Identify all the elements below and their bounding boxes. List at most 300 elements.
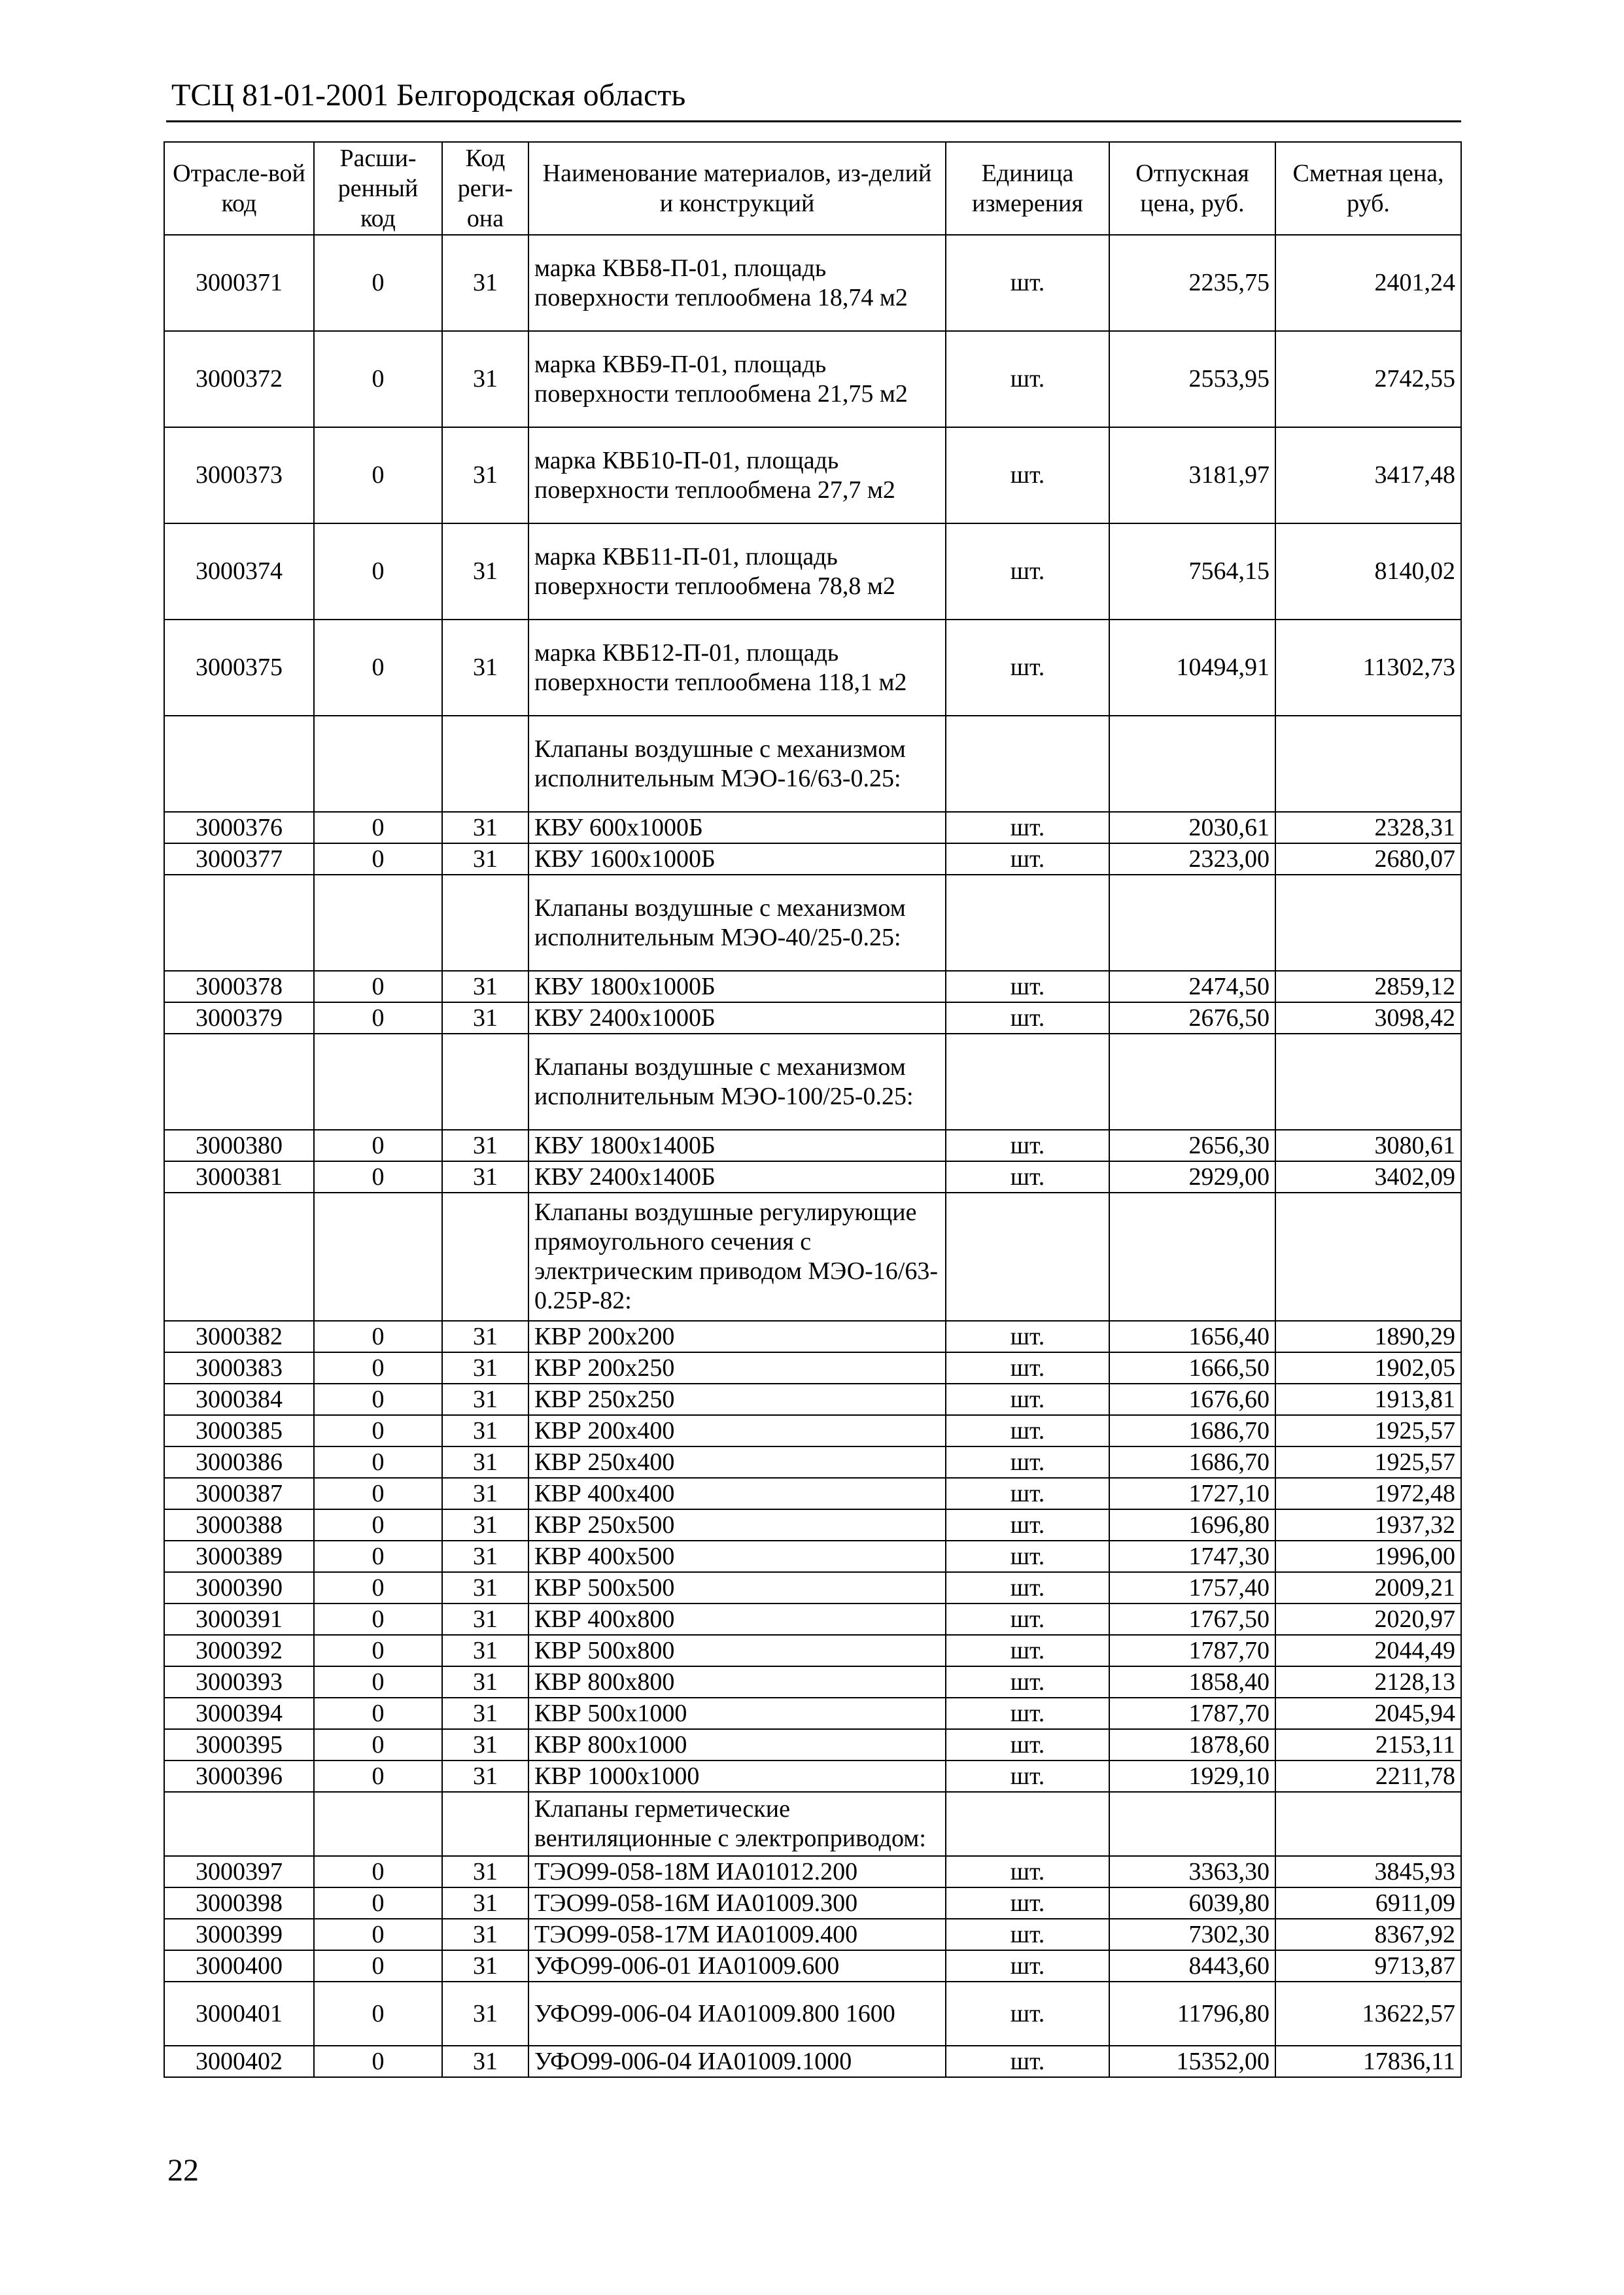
estimate-price-cell: 2211,78 (1275, 1761, 1461, 1792)
table-row (164, 1321, 1461, 1352)
section-title: Клапаны воздушные с механизмом исполнительным МЭО-16/63-0.25: (528, 716, 946, 812)
unit-cell: шт. (946, 1635, 1109, 1666)
unit-cell: шт. (946, 620, 1109, 716)
table-row (164, 1982, 1461, 2046)
extended-code-cell: 0 (314, 427, 442, 523)
empty-cell (164, 1193, 314, 1321)
sector-code-cell: 3000385 (164, 1415, 314, 1446)
page-number: 22 (167, 2153, 199, 2188)
unit-cell: шт. (946, 1384, 1109, 1415)
unit-cell: шт. (946, 1446, 1109, 1478)
estimate-price-cell: 1890,29 (1275, 1321, 1461, 1352)
region-code-cell: 31 (442, 2046, 528, 2077)
estimate-price-cell: 6911,09 (1275, 1887, 1461, 1919)
estimate-price-cell: 1996,00 (1275, 1541, 1461, 1572)
region-code-cell: 31 (442, 620, 528, 716)
region-code-cell: 31 (442, 1919, 528, 1950)
release-price-cell: 2030,61 (1109, 812, 1275, 843)
region-code-cell: 31 (442, 1729, 528, 1761)
unit-cell: шт. (946, 1887, 1109, 1919)
release-price-cell: 1727,10 (1109, 1478, 1275, 1509)
release-price-cell: 10494,91 (1109, 620, 1275, 716)
unit-cell: шт. (946, 331, 1109, 427)
unit-cell: шт. (946, 1698, 1109, 1729)
sector-code-cell: 3000391 (164, 1603, 314, 1635)
estimate-price-cell: 3845,93 (1275, 1856, 1461, 1887)
sector-code-cell: 3000397 (164, 1856, 314, 1887)
extended-code-cell: 0 (314, 1130, 442, 1161)
sector-code-cell: 3000389 (164, 1541, 314, 1572)
sector-code-cell: 3000393 (164, 1666, 314, 1698)
extended-code-cell: 0 (314, 331, 442, 427)
unit-cell: шт. (946, 812, 1109, 843)
table-row (164, 1415, 1461, 1446)
sector-code-cell: 3000400 (164, 1950, 314, 1982)
region-code-cell: 31 (442, 427, 528, 523)
table-row (164, 1352, 1461, 1384)
item-name-cell: КВР 500x800 (528, 1635, 946, 1666)
sector-code-cell: 3000378 (164, 971, 314, 1002)
release-price-cell: 1656,40 (1109, 1321, 1275, 1352)
unit-cell: шт. (946, 2046, 1109, 2077)
table-row (164, 1130, 1461, 1161)
release-price-cell: 1686,70 (1109, 1415, 1275, 1446)
extended-code-cell: 0 (314, 523, 442, 620)
column-header-extended-code: Расши-ренный код (314, 142, 442, 235)
estimate-price-cell: 2742,55 (1275, 331, 1461, 427)
sector-code-cell: 3000384 (164, 1384, 314, 1415)
unit-cell: шт. (946, 1950, 1109, 1982)
empty-cell (1109, 1193, 1275, 1321)
extended-code-cell: 0 (314, 1352, 442, 1384)
table-row (164, 1666, 1461, 1698)
section-row (164, 1034, 1461, 1130)
release-price-cell: 1757,40 (1109, 1572, 1275, 1603)
estimate-price-cell: 2128,13 (1275, 1666, 1461, 1698)
item-name-cell: КВУ 2400x1000Б (528, 1002, 946, 1034)
price-table (164, 141, 1462, 2078)
unit-cell: шт. (946, 1415, 1109, 1446)
estimate-price-cell: 17836,11 (1275, 2046, 1461, 2077)
item-name-cell: КВР 1000x1000 (528, 1761, 946, 1792)
estimate-price-cell: 2328,31 (1275, 812, 1461, 843)
item-name-cell: марка КВБ11-П-01, площадь поверхности теплообмена 78,8 м2 (528, 523, 946, 620)
sector-code-cell: 3000401 (164, 1982, 314, 2046)
extended-code-cell: 0 (314, 1698, 442, 1729)
item-name-cell: КВР 800x800 (528, 1666, 946, 1698)
table-row (164, 1603, 1461, 1635)
region-code-cell: 31 (442, 1130, 528, 1161)
item-name-cell: УФО99-006-04 ИА01009.800 1600 (528, 1982, 946, 2046)
release-price-cell: 1787,70 (1109, 1698, 1275, 1729)
column-header-sector-code: Отрасле-вой код (164, 142, 314, 235)
section-row (164, 875, 1461, 971)
extended-code-cell: 0 (314, 1919, 442, 1950)
sector-code-cell: 3000381 (164, 1161, 314, 1193)
release-price-cell: 2235,75 (1109, 235, 1275, 331)
sector-code-cell: 3000382 (164, 1321, 314, 1352)
empty-cell (946, 875, 1109, 971)
table-row (164, 812, 1461, 843)
extended-code-cell: 0 (314, 1856, 442, 1887)
release-price-cell: 2676,50 (1109, 1002, 1275, 1034)
region-code-cell: 31 (442, 1161, 528, 1193)
empty-cell (1275, 1034, 1461, 1130)
unit-cell: шт. (946, 1002, 1109, 1034)
sector-code-cell: 3000383 (164, 1352, 314, 1384)
extended-code-cell: 0 (314, 1635, 442, 1666)
extended-code-cell: 0 (314, 812, 442, 843)
empty-cell (442, 1034, 528, 1130)
item-name-cell: КВР 250x400 (528, 1446, 946, 1478)
table-row (164, 1919, 1461, 1950)
item-name-cell: марка КВБ12-П-01, площадь поверхности теплообмена 118,1 м2 (528, 620, 946, 716)
item-name-cell: ТЭО99-058-17М ИА01009.400 (528, 1919, 946, 1950)
unit-cell: шт. (946, 1603, 1109, 1635)
extended-code-cell: 0 (314, 1446, 442, 1478)
release-price-cell: 1878,60 (1109, 1729, 1275, 1761)
empty-cell (1275, 716, 1461, 812)
extended-code-cell: 0 (314, 1509, 442, 1541)
sector-code-cell: 3000396 (164, 1761, 314, 1792)
sector-code-cell: 3000392 (164, 1635, 314, 1666)
release-price-cell: 1666,50 (1109, 1352, 1275, 1384)
section-row (164, 1193, 1461, 1321)
sector-code-cell: 3000373 (164, 427, 314, 523)
unit-cell: шт. (946, 1761, 1109, 1792)
item-name-cell: КВУ 1800x1400Б (528, 1130, 946, 1161)
sector-code-cell: 3000371 (164, 235, 314, 331)
estimate-price-cell: 11302,73 (1275, 620, 1461, 716)
unit-cell: шт. (946, 1478, 1109, 1509)
extended-code-cell: 0 (314, 1415, 442, 1446)
release-price-cell: 2553,95 (1109, 331, 1275, 427)
table-row (164, 1161, 1461, 1193)
region-code-cell: 31 (442, 843, 528, 875)
sector-code-cell: 3000376 (164, 812, 314, 843)
empty-cell (1109, 875, 1275, 971)
empty-cell (314, 716, 442, 812)
region-code-cell: 31 (442, 1761, 528, 1792)
empty-cell (946, 1034, 1109, 1130)
extended-code-cell: 0 (314, 1384, 442, 1415)
item-name-cell: КВР 250x500 (528, 1509, 946, 1541)
section-title: Клапаны воздушные с механизмом исполнительным МЭО-40/25-0.25: (528, 875, 946, 971)
item-name-cell: КВР 250x250 (528, 1384, 946, 1415)
sector-code-cell: 3000388 (164, 1509, 314, 1541)
estimate-price-cell: 2680,07 (1275, 843, 1461, 875)
empty-cell (1275, 1792, 1461, 1856)
release-price-cell: 15352,00 (1109, 2046, 1275, 2077)
estimate-price-cell: 2859,12 (1275, 971, 1461, 1002)
unit-cell: шт. (946, 235, 1109, 331)
empty-cell (314, 1193, 442, 1321)
empty-cell (442, 875, 528, 971)
item-name-cell: КВУ 600x1000Б (528, 812, 946, 843)
sector-code-cell: 3000375 (164, 620, 314, 716)
region-code-cell: 31 (442, 1415, 528, 1446)
item-name-cell: ТЭО99-058-18М ИА01012.200 (528, 1856, 946, 1887)
sector-code-cell: 3000386 (164, 1446, 314, 1478)
section-title: Клапаны воздушные регулирующие прямоугольного сечения с электрическим приводом МЭО-16/63-0.25Р-82: (528, 1193, 946, 1321)
release-price-cell: 6039,80 (1109, 1887, 1275, 1919)
extended-code-cell: 0 (314, 1761, 442, 1792)
estimate-price-cell: 3098,42 (1275, 1002, 1461, 1034)
empty-cell (314, 875, 442, 971)
sector-code-cell: 3000394 (164, 1698, 314, 1729)
region-code-cell: 31 (442, 1950, 528, 1982)
estimate-price-cell: 2401,24 (1275, 235, 1461, 331)
region-code-cell: 31 (442, 1509, 528, 1541)
release-price-cell: 2656,30 (1109, 1130, 1275, 1161)
table-row (164, 620, 1461, 716)
empty-cell (164, 1034, 314, 1130)
estimate-price-cell: 1972,48 (1275, 1478, 1461, 1509)
empty-cell (946, 1792, 1109, 1856)
estimate-price-cell: 2020,97 (1275, 1603, 1461, 1635)
estimate-price-cell: 1925,57 (1275, 1415, 1461, 1446)
extended-code-cell: 0 (314, 1002, 442, 1034)
item-name-cell: КВР 200x400 (528, 1415, 946, 1446)
release-price-cell: 11796,80 (1109, 1982, 1275, 2046)
release-price-cell: 1929,10 (1109, 1761, 1275, 1792)
empty-cell (164, 1792, 314, 1856)
table-row (164, 1446, 1461, 1478)
extended-code-cell: 0 (314, 971, 442, 1002)
estimate-price-cell: 1902,05 (1275, 1352, 1461, 1384)
table-row (164, 2046, 1461, 2077)
section-title: Клапаны воздушные с механизмом исполнительным МЭО-100/25-0.25: (528, 1034, 946, 1130)
extended-code-cell: 0 (314, 1603, 442, 1635)
item-name-cell: КВР 200x250 (528, 1352, 946, 1384)
empty-cell (442, 1193, 528, 1321)
table-row (164, 971, 1461, 1002)
empty-cell (1109, 1792, 1275, 1856)
region-code-cell: 31 (442, 1478, 528, 1509)
estimate-price-cell: 8367,92 (1275, 1919, 1461, 1950)
table-row (164, 1698, 1461, 1729)
sector-code-cell: 3000390 (164, 1572, 314, 1603)
release-price-cell: 2323,00 (1109, 843, 1275, 875)
item-name-cell: марка КВБ8-П-01, площадь поверхности теплообмена 18,74 м2 (528, 235, 946, 331)
empty-cell (314, 1034, 442, 1130)
release-price-cell: 1686,70 (1109, 1446, 1275, 1478)
table-row (164, 1950, 1461, 1982)
table-body (164, 235, 1461, 2077)
section-row (164, 1792, 1461, 1856)
empty-cell (1109, 1034, 1275, 1130)
region-code-cell: 31 (442, 1572, 528, 1603)
table-row (164, 1729, 1461, 1761)
estimate-price-cell: 9713,87 (1275, 1950, 1461, 1982)
release-price-cell: 1787,70 (1109, 1635, 1275, 1666)
region-code-cell: 31 (442, 812, 528, 843)
release-price-cell: 1676,60 (1109, 1384, 1275, 1415)
region-code-cell: 31 (442, 1856, 528, 1887)
estimate-price-cell: 2044,49 (1275, 1635, 1461, 1666)
region-code-cell: 31 (442, 1982, 528, 2046)
table-row (164, 1384, 1461, 1415)
release-price-cell: 3181,97 (1109, 427, 1275, 523)
unit-cell: шт. (946, 1509, 1109, 1541)
release-price-cell: 8443,60 (1109, 1950, 1275, 1982)
extended-code-cell: 0 (314, 1950, 442, 1982)
sector-code-cell: 3000399 (164, 1919, 314, 1950)
item-name-cell: КВР 500x500 (528, 1572, 946, 1603)
unit-cell: шт. (946, 427, 1109, 523)
table-row (164, 523, 1461, 620)
sector-code-cell: 3000372 (164, 331, 314, 427)
unit-cell: шт. (946, 1352, 1109, 1384)
empty-cell (1109, 716, 1275, 812)
region-code-cell: 31 (442, 1666, 528, 1698)
unit-cell: шт. (946, 1161, 1109, 1193)
estimate-price-cell: 1937,32 (1275, 1509, 1461, 1541)
empty-cell (164, 875, 314, 971)
unit-cell: шт. (946, 1729, 1109, 1761)
region-code-cell: 31 (442, 1384, 528, 1415)
column-header-name: Наименование материалов, из-делий и конструкций (528, 142, 946, 235)
extended-code-cell: 0 (314, 1321, 442, 1352)
extended-code-cell: 0 (314, 620, 442, 716)
sector-code-cell: 3000395 (164, 1729, 314, 1761)
estimate-price-cell: 3417,48 (1275, 427, 1461, 523)
extended-code-cell: 0 (314, 1478, 442, 1509)
item-name-cell: КВР 800x1000 (528, 1729, 946, 1761)
sector-code-cell: 3000387 (164, 1478, 314, 1509)
release-price-cell: 2929,00 (1109, 1161, 1275, 1193)
region-code-cell: 31 (442, 523, 528, 620)
empty-cell (442, 1792, 528, 1856)
extended-code-cell: 0 (314, 1982, 442, 2046)
item-name-cell: КВР 400x400 (528, 1478, 946, 1509)
table-row (164, 1635, 1461, 1666)
table-row (164, 1478, 1461, 1509)
page-header-title: ТСЦ 81-01-2001 Белгородская область (171, 78, 686, 113)
region-code-cell: 31 (442, 1446, 528, 1478)
release-price-cell: 7564,15 (1109, 523, 1275, 620)
unit-cell: шт. (946, 1321, 1109, 1352)
extended-code-cell: 0 (314, 1572, 442, 1603)
item-name-cell: КВР 400x500 (528, 1541, 946, 1572)
unit-cell: шт. (946, 1572, 1109, 1603)
empty-cell (946, 1193, 1109, 1321)
empty-cell (1275, 1193, 1461, 1321)
sector-code-cell: 3000374 (164, 523, 314, 620)
table-row (164, 1572, 1461, 1603)
section-row (164, 716, 1461, 812)
release-price-cell: 1696,80 (1109, 1509, 1275, 1541)
item-name-cell: УФО99-006-04 ИА01009.1000 (528, 2046, 946, 2077)
estimate-price-cell: 3402,09 (1275, 1161, 1461, 1193)
column-header-estimate-price: Сметная цена, руб. (1275, 142, 1461, 235)
release-price-cell: 1747,30 (1109, 1541, 1275, 1572)
column-header-release-price: Отпускная цена, руб. (1109, 142, 1275, 235)
sector-code-cell: 3000380 (164, 1130, 314, 1161)
table-row (164, 1856, 1461, 1887)
region-code-cell: 31 (442, 1603, 528, 1635)
column-header-region-code: Код реги-она (442, 142, 528, 235)
table-row (164, 1541, 1461, 1572)
item-name-cell: КВУ 2400x1400Б (528, 1161, 946, 1193)
region-code-cell: 31 (442, 235, 528, 331)
region-code-cell: 31 (442, 1002, 528, 1034)
item-name-cell: КВР 500x1000 (528, 1698, 946, 1729)
unit-cell: шт. (946, 1982, 1109, 2046)
table-row (164, 843, 1461, 875)
estimate-price-cell: 2009,21 (1275, 1572, 1461, 1603)
table-row (164, 427, 1461, 523)
estimate-price-cell: 1925,57 (1275, 1446, 1461, 1478)
extended-code-cell: 0 (314, 2046, 442, 2077)
item-name-cell: КВУ 1600x1000Б (528, 843, 946, 875)
estimate-price-cell: 2045,94 (1275, 1698, 1461, 1729)
release-price-cell: 3363,30 (1109, 1856, 1275, 1887)
extended-code-cell: 0 (314, 235, 442, 331)
unit-cell: шт. (946, 1919, 1109, 1950)
extended-code-cell: 0 (314, 1541, 442, 1572)
estimate-price-cell: 2153,11 (1275, 1729, 1461, 1761)
estimate-price-cell: 1913,81 (1275, 1384, 1461, 1415)
empty-cell (164, 716, 314, 812)
unit-cell: шт. (946, 1856, 1109, 1887)
region-code-cell: 31 (442, 1541, 528, 1572)
unit-cell: шт. (946, 1666, 1109, 1698)
table-row (164, 1887, 1461, 1919)
region-code-cell: 31 (442, 1321, 528, 1352)
column-header-unit: Единица измерения (946, 142, 1109, 235)
item-name-cell: УФО99-006-01 ИА01009.600 (528, 1950, 946, 1982)
empty-cell (442, 716, 528, 812)
release-price-cell: 1858,40 (1109, 1666, 1275, 1698)
sector-code-cell: 3000377 (164, 843, 314, 875)
header-divider (166, 120, 1461, 122)
region-code-cell: 31 (442, 1698, 528, 1729)
release-price-cell: 1767,50 (1109, 1603, 1275, 1635)
release-price-cell: 2474,50 (1109, 971, 1275, 1002)
sector-code-cell: 3000398 (164, 1887, 314, 1919)
extended-code-cell: 0 (314, 1887, 442, 1919)
item-name-cell: КВР 200x200 (528, 1321, 946, 1352)
estimate-price-cell: 3080,61 (1275, 1130, 1461, 1161)
region-code-cell: 31 (442, 1352, 528, 1384)
extended-code-cell: 0 (314, 1161, 442, 1193)
section-title: Клапаны герметические вентиляционные с электроприводом: (528, 1792, 946, 1856)
extended-code-cell: 0 (314, 1666, 442, 1698)
sector-code-cell: 3000402 (164, 2046, 314, 2077)
table-row (164, 331, 1461, 427)
item-name-cell: КВУ 1800x1000Б (528, 971, 946, 1002)
extended-code-cell: 0 (314, 843, 442, 875)
unit-cell: шт. (946, 843, 1109, 875)
table-header-row (164, 142, 1461, 235)
item-name-cell: ТЭО99-058-16М ИА01009.300 (528, 1887, 946, 1919)
item-name-cell: марка КВБ9-П-01, площадь поверхности теплообмена 21,75 м2 (528, 331, 946, 427)
item-name-cell: марка КВБ10-П-01, площадь поверхности теплообмена 27,7 м2 (528, 427, 946, 523)
empty-cell (946, 716, 1109, 812)
unit-cell: шт. (946, 523, 1109, 620)
unit-cell: шт. (946, 1130, 1109, 1161)
region-code-cell: 31 (442, 1887, 528, 1919)
table-row (164, 1761, 1461, 1792)
region-code-cell: 31 (442, 971, 528, 1002)
unit-cell: шт. (946, 971, 1109, 1002)
table-row (164, 1509, 1461, 1541)
estimate-price-cell: 13622,57 (1275, 1982, 1461, 2046)
estimate-price-cell: 8140,02 (1275, 523, 1461, 620)
release-price-cell: 7302,30 (1109, 1919, 1275, 1950)
unit-cell: шт. (946, 1541, 1109, 1572)
